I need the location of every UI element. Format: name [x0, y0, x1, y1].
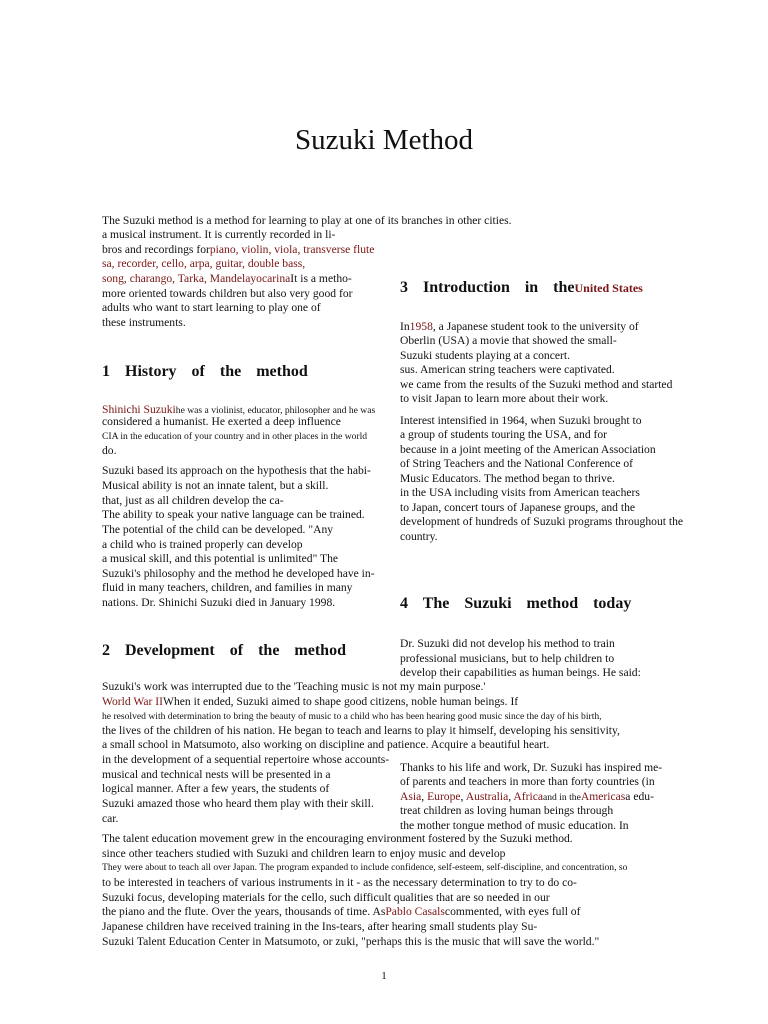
history-line: nations. Dr. Shinichi Suzuki died in January 1998.	[102, 596, 336, 609]
intro-line: these instruments.	[102, 316, 186, 329]
development-line: Japanese children have received training in the Ins-tears, after hearing small students play Su-	[102, 920, 538, 933]
history-line: considered a humanist. He exerted a deep influence	[102, 415, 341, 428]
history-line: fluid in many teachers, children, and families in many	[102, 581, 353, 594]
development-line: logical manner. After a few years, the students of	[102, 782, 330, 795]
today-line: treat children as loving human beings through	[400, 804, 614, 817]
history-line: that, just as all children develop the ca-	[102, 494, 284, 507]
introduction-line: Suzuki students playing at a concert.	[400, 349, 571, 362]
introduction-line: Interest intensified in 1964, when Suzuki brought to	[400, 414, 642, 427]
development-line: Suzuki Talent Education Center in Matsumoto, or zuki, "perhaps this is the music that will save the world."	[102, 935, 600, 948]
intro-line: song, charango, Tarka, MandelayocarinaIt is a metho-	[102, 272, 352, 285]
introduction-line: to visit Japan to learn more about their work.	[400, 392, 609, 405]
development-line: Suzuki's work was interrupted due to the 'Teaching music is not my main purpose.'	[102, 680, 486, 693]
continent-link-americas[interactable]: Americas	[580, 790, 626, 803]
history-line: Musical ability is not an innate talent, but a skill.	[102, 479, 329, 492]
section-heading-introduction: 3 Introduction in theUnited States	[400, 279, 643, 296]
continent-link-africa[interactable]: Africa	[513, 790, 543, 803]
continent-link-australia[interactable]: Australia	[465, 790, 509, 803]
development-line: The talent education movement grew in the encouraging environment fostered by the Suzuki method.	[102, 832, 573, 845]
today-line: the mother tongue method of music education. In	[400, 819, 629, 832]
continent-link-europe[interactable]: Europe	[427, 790, 461, 803]
person-link[interactable]: Shinichi Suzuki	[102, 403, 176, 416]
development-line: Suzuki focus, developing materials for the cello, such difficult qualities that are so needed in our	[102, 891, 550, 904]
instruments-link[interactable]: song, charango, Tarka, Mandela	[102, 272, 251, 285]
today-line: of parents and teachers in more than forty countries (in	[400, 775, 655, 788]
history-line: a musical skill, and this potential is unlimited" The	[102, 552, 339, 565]
instruments-link[interactable]: carina	[261, 272, 291, 285]
section-heading-development: 2 Development of the method	[102, 642, 346, 659]
introduction-line: sus. American string teachers were captivated.	[400, 363, 615, 376]
introduction-line: we came from the results of the Suzuki method and started	[400, 378, 673, 391]
history-line: The ability to speak your native language can be trained.	[102, 508, 365, 521]
year-link[interactable]: 1958	[409, 320, 433, 333]
introduction-line: because in a joint meeting of the American Association	[400, 443, 656, 456]
intro-line: bros and recordings forpiano, violin, viola, transverse flute	[102, 243, 375, 256]
casals-link[interactable]: Pablo Casals	[385, 905, 445, 918]
introduction-line: Music Educators. The method began to thrive.	[400, 472, 615, 485]
development-line: They were about to teach all over Japan. The program expanded to include confidence, self-esteem, self-discipline, and concentration, so	[102, 862, 628, 873]
introduction-line: to Japan, concert tours of Japanese groups, and the	[400, 501, 636, 514]
introduction-line: in the USA including visits from American teachers	[400, 486, 640, 499]
history-line: a child who is trained properly can develop	[102, 538, 303, 551]
introduction-line: of String Teachers and the National Conference of	[400, 457, 634, 470]
history-line: Suzuki based its approach on the hypothesis that the habi-	[102, 464, 371, 477]
intro-line: adults who want to start learning to play one of	[102, 301, 321, 314]
today-line: develop their capabilities as human beings. He said:	[400, 666, 641, 679]
development-line: musical and technical nests will be presented in a	[102, 768, 331, 781]
history-line: do.	[102, 444, 117, 457]
today-line: Dr. Suzuki did not develop his method to train	[400, 637, 615, 650]
development-line: car.	[102, 812, 119, 825]
history-line: Shinichi Suzukihe was a violinist, educator, philosopher and he was	[102, 403, 376, 416]
page-number: 1	[381, 970, 387, 982]
development-line: he resolved with determination to bring the beauty of music to a child who has been hearing good music since the day of his birth,	[102, 711, 602, 722]
instruments-link[interactable]: piano, violin, viola, transverse flute	[209, 243, 375, 256]
development-line: since other teachers studied with Suzuki and children learn to enjoy music and develop	[102, 847, 506, 860]
today-line: professional musicians, but to help children to	[400, 652, 615, 665]
section-heading-today: 4 The Suzuki method today	[400, 595, 632, 612]
intro-first-line: The Suzuki method is a method for learning to play at one of its branches in other cities.	[102, 214, 512, 227]
section-heading-history: 1 History of the method	[102, 363, 308, 380]
war-link[interactable]: World War II	[102, 695, 164, 708]
introduction-line: Oberlin (USA) a movie that showed the small-	[400, 334, 617, 347]
document-title: Suzuki Method	[294, 124, 474, 156]
development-line: in the development of a sequential repertoire whose accounts-	[102, 753, 390, 766]
development-line: a small school in Matsumoto, also working on discipline and patience. Acquire a beautiful heart.	[102, 738, 550, 751]
introduction-line: development of hundreds of Suzuki programs throughout the	[400, 515, 684, 528]
united-states-link[interactable]: United States	[574, 281, 643, 295]
today-line: Thanks to his life and work, Dr. Suzuki has inspired me-	[400, 761, 663, 774]
development-line: to be interested in teachers of various instruments in it - as the necessary determination to try to do co-	[102, 876, 577, 889]
instruments-link[interactable]: sa, recorder, cello, arpa, guitar, double bass,	[102, 257, 306, 270]
introduction-line: country.	[400, 530, 438, 543]
history-line: CIA in the education of your country and in other places in the world	[102, 431, 368, 442]
development-line: Suzuki amazed those who heard them play with their skill.	[102, 797, 374, 810]
development-line: the piano and the flute. Over the years, thousands of time. AsPablo Casalscommented, with eyes full of	[102, 905, 581, 918]
instruments-link[interactable]: yo	[250, 272, 262, 285]
introduction-line: a group of students touring the USA, and for	[400, 428, 608, 441]
introduction-line: In1958, a Japanese student took to the university of	[400, 320, 639, 333]
today-line: Asia, Europe, Australia, Africaand in theAmericasa edu-	[400, 790, 654, 803]
history-line: The potential of the child can be developed. "Any	[102, 523, 334, 536]
intro-line: a musical instrument. It is currently recorded in li-	[102, 228, 336, 241]
history-line: Suzuki's philosophy and the method he developed have in-	[102, 567, 375, 580]
continent-link-asia[interactable]: Asia	[400, 790, 422, 803]
development-line: World War IIWhen it ended, Suzuki aimed to shape good citizens, noble human beings. If	[102, 695, 519, 708]
intro-line: more oriented towards children but also very good for	[102, 287, 353, 300]
development-line: the lives of the children of his nation. He began to teach and learns to play it himself, developing his sensitivity,	[102, 724, 620, 737]
